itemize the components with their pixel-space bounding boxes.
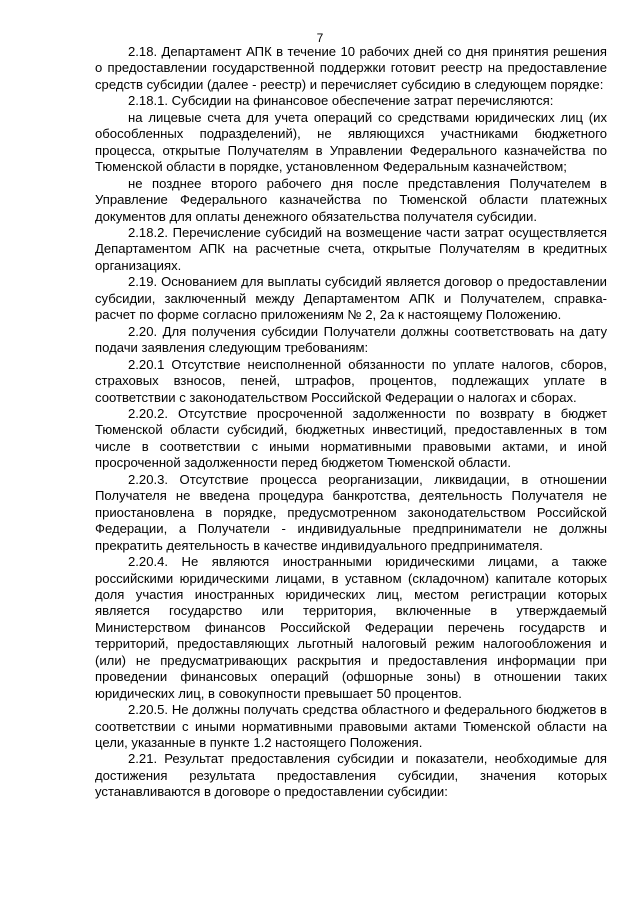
paragraph-2-20-2: 2.20.2. Отсутствие просроченной задолженности по возврату в бюджет Тюменской области субсидий, бюджетных инвестиций, предоставленных в том числе в соответствии с иными нормативными правовыми актами, и иной просроченной задолженности перед бюджетом Тюменской области.: [95, 405, 607, 471]
paragraph-2-20: 2.20. Для получения субсидии Получатели должны соответствовать на дату подачи заявления следующим требованиям:: [95, 323, 607, 356]
paragraph-accounts: на лицевые счета для учета операций со средствами юридических лиц (их обособленных подразделений), не являющихся участниками бюджетного процесса, открытые Получателям в Управлении Федерального казначейства по Тюменской области в порядке, установленном Федеральным казначейством;: [95, 109, 607, 175]
page-number: 7: [316, 31, 324, 45]
paragraph-2-20-3: 2.20.3. Отсутствие процесса реорганизации, ликвидации, в отношении Получателя не введена процедура банкротства, деятельность Получателя не приостановлена в порядке, предусмотренном законодательством Российской Федерации, а Получатели - индивидуальные предприниматели не должны прекратить деятельность в качестве индивидуального предпринимателя.: [95, 471, 607, 553]
paragraph-2-21: 2.21. Результат предоставления субсидии и показатели, необходимые для достижения результата предоставления субсидии, значения которых устанавливаются в договоре о предоставлении субсидии:: [95, 751, 607, 800]
paragraph-deadline: не позднее второго рабочего дня после представления Получателем в Управление Федерального казначейства по Тюменской области платежных документов для оплаты денежного обязательства получателя субсидии.: [95, 175, 607, 224]
paragraph-2-18-1: 2.18.1. Субсидии на финансовое обеспечение затрат перечисляются:: [128, 93, 554, 109]
document-body: [95, 44, 607, 801]
paragraph-2-20-4: 2.20.4. Не являются иностранными юридическими лицами, а также российскими юридическими лицами, в уставном (складочном) капитале которых доля участия иностранных юридических лиц, местом регистрации которых является государство или территория, включенные в утверждаемый Министерством финансов Российской Федерации перечень государств и территорий, предоставляющих льготный налоговый режим налогообложения и (или) не предусматривающих раскрытия и предоставления информации при проведении финансовых операций (офшорные зоны) в отношении таких юридических лиц, в совокупности превышает 50 процентов.: [95, 554, 607, 701]
paragraph-2-20-5: 2.20.5. Не должны получать средства областного и федерального бюджетов в соответствии с иными нормативными правовыми актами Тюменской области на цели, указанные в пункте 1.2 настоящего Положения.: [95, 702, 607, 751]
paragraph-2-18-2: 2.18.2. Перечисление субсидий на возмещение части затрат осуществляется Департаментом АПК на расчетные счета, открытые Получателям в кредитных организациях.: [95, 224, 607, 273]
paragraph-2-18: 2.18. Департамент АПК в течение 10 рабочих дней со дня принятия решения о предоставлении государственной поддержки готовит реестр на предоставление средств субсидии (далее - реестр) и перечисляет субсидию в следующем порядке:: [95, 44, 607, 92]
paragraph-2-19: 2.19. Основанием для выплаты субсидий является договор о предоставлении субсидии, заключенный между Департаментом АПК и Получателем, справка-расчет по форме согласно приложениям № 2, 2а к настоящему Положению.: [95, 274, 607, 323]
paragraph-2-20-1: 2.20.1 Отсутствие неисполненной обязанности по уплате налогов, сборов, страховых взносов, пеней, штрафов, процентов, подлежащих уплате в соответствии с законодательством Российской Федерации о налогах и сборах.: [95, 356, 607, 405]
